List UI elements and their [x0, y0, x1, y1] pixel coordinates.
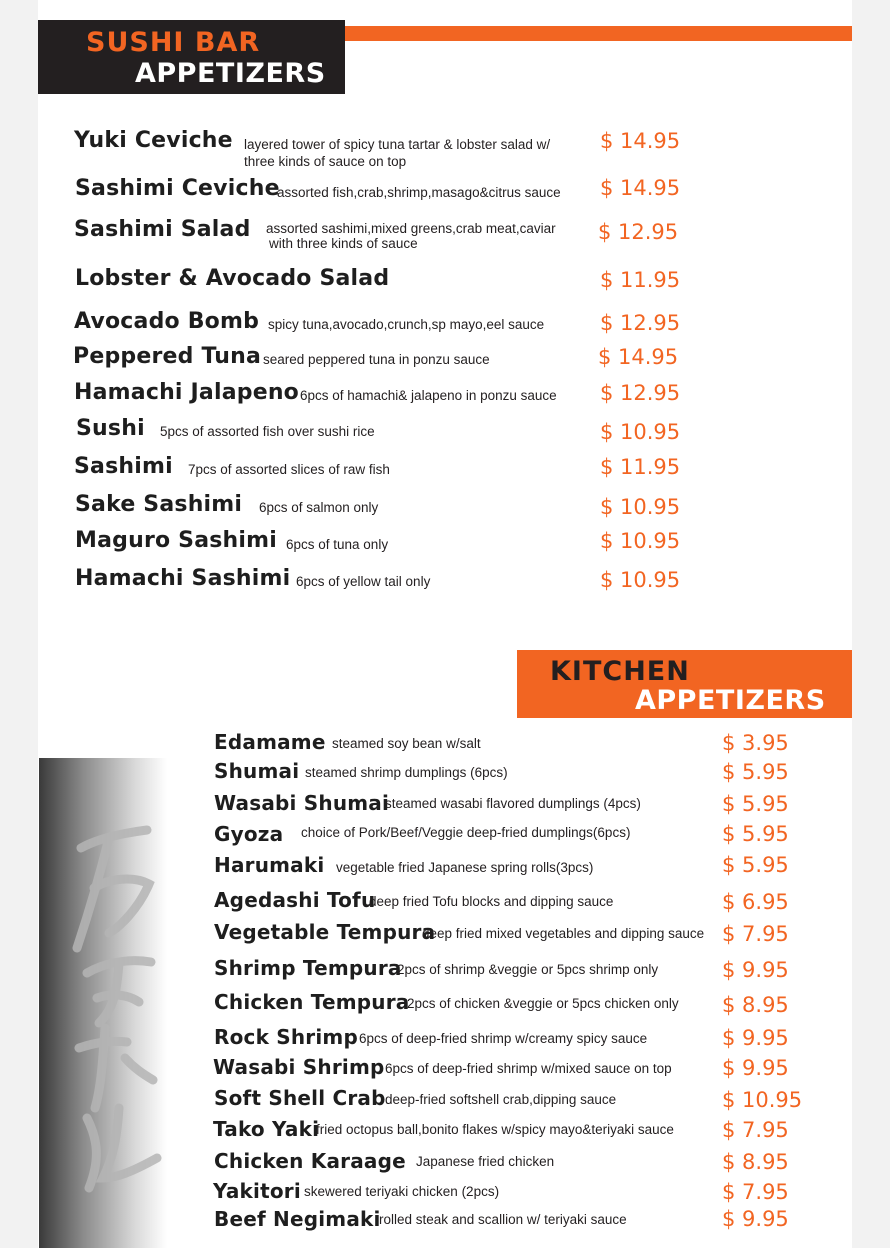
- item-price: $ 9.95: [722, 958, 789, 982]
- item-description: Japanese fried chicken: [416, 1154, 555, 1169]
- item-name: Peppered Tuna: [73, 344, 261, 369]
- item-name: Gyoza: [214, 822, 284, 846]
- item-description: rolled steak and scallion w/ teriyaki sauce: [379, 1212, 627, 1227]
- item-name: Chicken Tempura: [214, 990, 410, 1014]
- item-name: Beef Negimaki: [214, 1207, 381, 1231]
- kitchen-title: KITCHEN: [550, 656, 690, 687]
- item-price: $ 10.95: [600, 420, 681, 444]
- sushi-bar-subtitle: APPETIZERS: [135, 58, 326, 89]
- item-price: $ 10.95: [722, 1088, 803, 1112]
- item-description: deep-fried softshell crab,dipping sauce: [385, 1092, 617, 1107]
- item-price: $ 11.95: [600, 268, 681, 292]
- item-name: Wasabi Shumai: [214, 791, 390, 815]
- item-price: $ 5.95: [722, 853, 789, 877]
- item-price: $ 12.95: [598, 220, 679, 244]
- item-description: skewered teriyaki chicken (2pcs): [304, 1184, 500, 1199]
- item-name: Agedashi Tofu: [214, 888, 376, 912]
- item-description: 6pcs of yellow tail only: [296, 574, 431, 589]
- item-price: $ 5.95: [722, 760, 789, 784]
- item-price: $ 5.95: [722, 792, 789, 816]
- item-name: Shrimp Tempura: [214, 956, 402, 980]
- item-name: Sashimi Salad: [74, 217, 251, 242]
- item-name: Hamachi Jalapeno: [74, 380, 299, 405]
- item-description-line2: with three kinds of sauce: [269, 236, 418, 251]
- item-description: deep fried mixed vegetables and dipping sauce: [422, 926, 705, 941]
- item-name: Sashimi: [74, 454, 173, 479]
- item-name: Edamame: [214, 730, 326, 754]
- item-price: $ 3.95: [722, 731, 789, 755]
- item-name: Yuki Ceviche: [74, 128, 233, 153]
- sushi-bar-header: [38, 20, 345, 94]
- item-description: steamed wasabi flavored dumplings (4pcs): [385, 796, 641, 811]
- item-description: choice of Pork/Beef/Veggie deep-fried dumplings(6pcs): [301, 825, 631, 840]
- item-price: $ 10.95: [600, 568, 681, 592]
- item-name: Lobster & Avocado Salad: [75, 266, 390, 291]
- header-accent-bar: [345, 26, 852, 41]
- item-price: $ 8.95: [722, 993, 789, 1017]
- item-description: layered tower of spicy tuna tartar & lobster salad w/: [244, 137, 551, 152]
- item-description: 6pcs of deep-fried shrimp w/creamy spicy sauce: [359, 1031, 648, 1046]
- item-name: Sushi: [76, 416, 145, 441]
- item-description: 2pcs of shrimp &veggie or 5pcs shrimp only: [397, 962, 659, 977]
- item-price: $ 14.95: [598, 345, 679, 369]
- calligraphy-icon: [39, 758, 167, 1248]
- item-name: Sashimi Ceviche: [75, 176, 280, 201]
- item-price: $ 6.95: [722, 890, 789, 914]
- item-name: Hamachi Sashimi: [75, 566, 291, 591]
- item-price: $ 7.95: [722, 1118, 789, 1142]
- item-price: $ 12.95: [600, 311, 681, 335]
- kitchen-subtitle: APPETIZERS: [635, 685, 826, 716]
- item-description: 6pcs of tuna only: [286, 537, 389, 552]
- item-name: Sake Sashimi: [75, 492, 243, 517]
- item-name: Rock Shrimp: [214, 1025, 358, 1049]
- item-description: spicy tuna,avocado,crunch,sp mayo,eel sauce: [268, 317, 545, 332]
- item-price: $ 7.95: [722, 922, 789, 946]
- item-price: $ 9.95: [722, 1026, 789, 1050]
- item-price: $ 11.95: [600, 455, 681, 479]
- item-price: $ 12.95: [600, 381, 681, 405]
- item-price: $ 10.95: [600, 529, 681, 553]
- item-name: Harumaki: [214, 853, 325, 877]
- item-description: vegetable fried Japanese spring rolls(3pcs): [336, 860, 594, 875]
- calligraphy-decoration: [39, 758, 167, 1248]
- sushi-bar-title: SUSHI BAR: [86, 27, 261, 58]
- item-description: assorted fish,crab,shrimp,masago&citrus sauce: [277, 185, 561, 200]
- item-description: 6pcs of hamachi& jalapeno in ponzu sauce: [300, 388, 557, 403]
- item-name: Vegetable Tempura: [214, 920, 436, 944]
- item-name: Soft Shell Crab: [214, 1086, 386, 1110]
- item-price: $ 14.95: [600, 129, 681, 153]
- item-price: $ 14.95: [600, 176, 681, 200]
- item-price: $ 7.95: [722, 1180, 789, 1204]
- kitchen-header: [517, 650, 852, 718]
- item-description: fried octopus ball,bonito flakes w/spicy mayo&teriyaki sauce: [316, 1122, 674, 1137]
- item-description: steamed soy bean w/salt: [332, 736, 481, 751]
- item-price: $ 9.95: [722, 1207, 789, 1231]
- item-description: deep fried Tofu blocks and dipping sauce: [369, 894, 614, 909]
- item-description: 5pcs of assorted fish over sushi rice: [160, 424, 375, 439]
- item-description: 7pcs of assorted slices of raw fish: [188, 462, 390, 477]
- item-name: Tako Yaki: [213, 1117, 320, 1141]
- item-name: Chicken Karaage: [214, 1149, 406, 1173]
- item-price: $ 5.95: [722, 822, 789, 846]
- item-price: $ 9.95: [722, 1056, 789, 1080]
- item-name: Shumai: [214, 759, 300, 783]
- item-description: 6pcs of deep-fried shrimp w/mixed sauce on top: [385, 1061, 672, 1076]
- item-description-line2: three kinds of sauce on top: [244, 154, 407, 169]
- item-name: Maguro Sashimi: [75, 528, 278, 553]
- item-price: $ 10.95: [600, 495, 681, 519]
- item-name: Yakitori: [213, 1179, 301, 1203]
- item-description: 2pcs of chicken &veggie or 5pcs chicken only: [407, 996, 679, 1011]
- item-description: 6pcs of salmon only: [259, 500, 379, 515]
- item-price: $ 8.95: [722, 1150, 789, 1174]
- item-name: Avocado Bomb: [74, 309, 260, 334]
- item-name: Wasabi Shrimp: [213, 1055, 385, 1079]
- item-description: steamed shrimp dumplings (6pcs): [305, 765, 508, 780]
- item-description: assorted sashimi,mixed greens,crab meat,caviar: [266, 221, 556, 236]
- item-description: seared peppered tuna in ponzu sauce: [263, 352, 490, 367]
